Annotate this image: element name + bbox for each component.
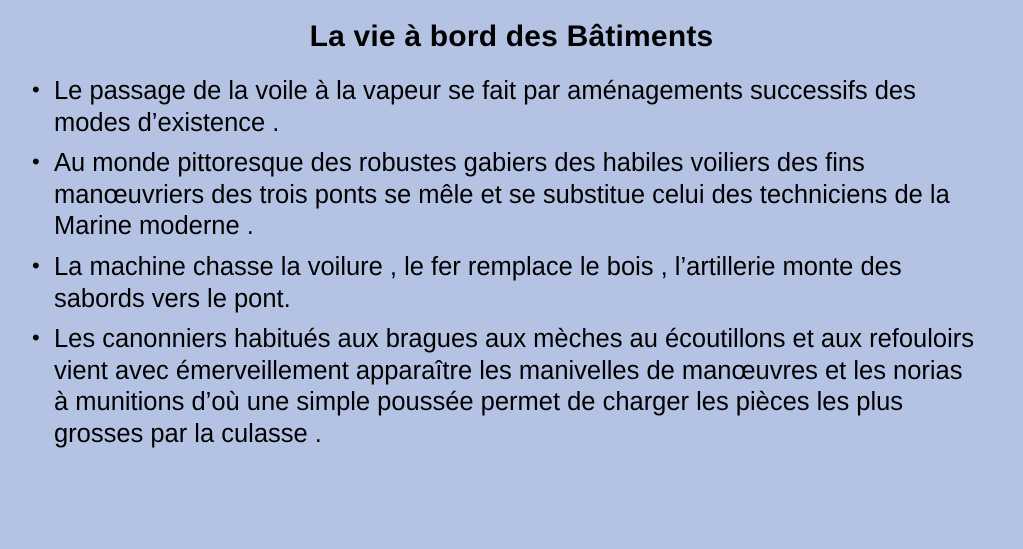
list-item: • Les canonniers habitués aux bragues aux mèches au écoutillons et aux refouloirs vient avec émerveillement apparaître les manivelles de manœuvres et les norias à munitions d’où une simple poussée permet de charger les pièces les plus grosses par la culasse .: [24, 324, 975, 450]
bullet-list: [0, 54, 1023, 451]
list-item: • Le passage de la voile à la vapeur se fait par aménagements successifs des modes d’existence .: [24, 76, 975, 139]
page-title: La vie à bord des Bâtiments: [309, 20, 714, 53]
list-item: • La machine chasse la voilure , le fer remplace le bois , l’artillerie monte des sabords vers le pont.: [24, 252, 975, 315]
list-item: • Au monde pittoresque des robustes gabiers des habiles voiliers des fins manœuvriers des trois ponts se mêle et se substitue celui des techniciens de la Marine moderne .: [24, 148, 975, 243]
